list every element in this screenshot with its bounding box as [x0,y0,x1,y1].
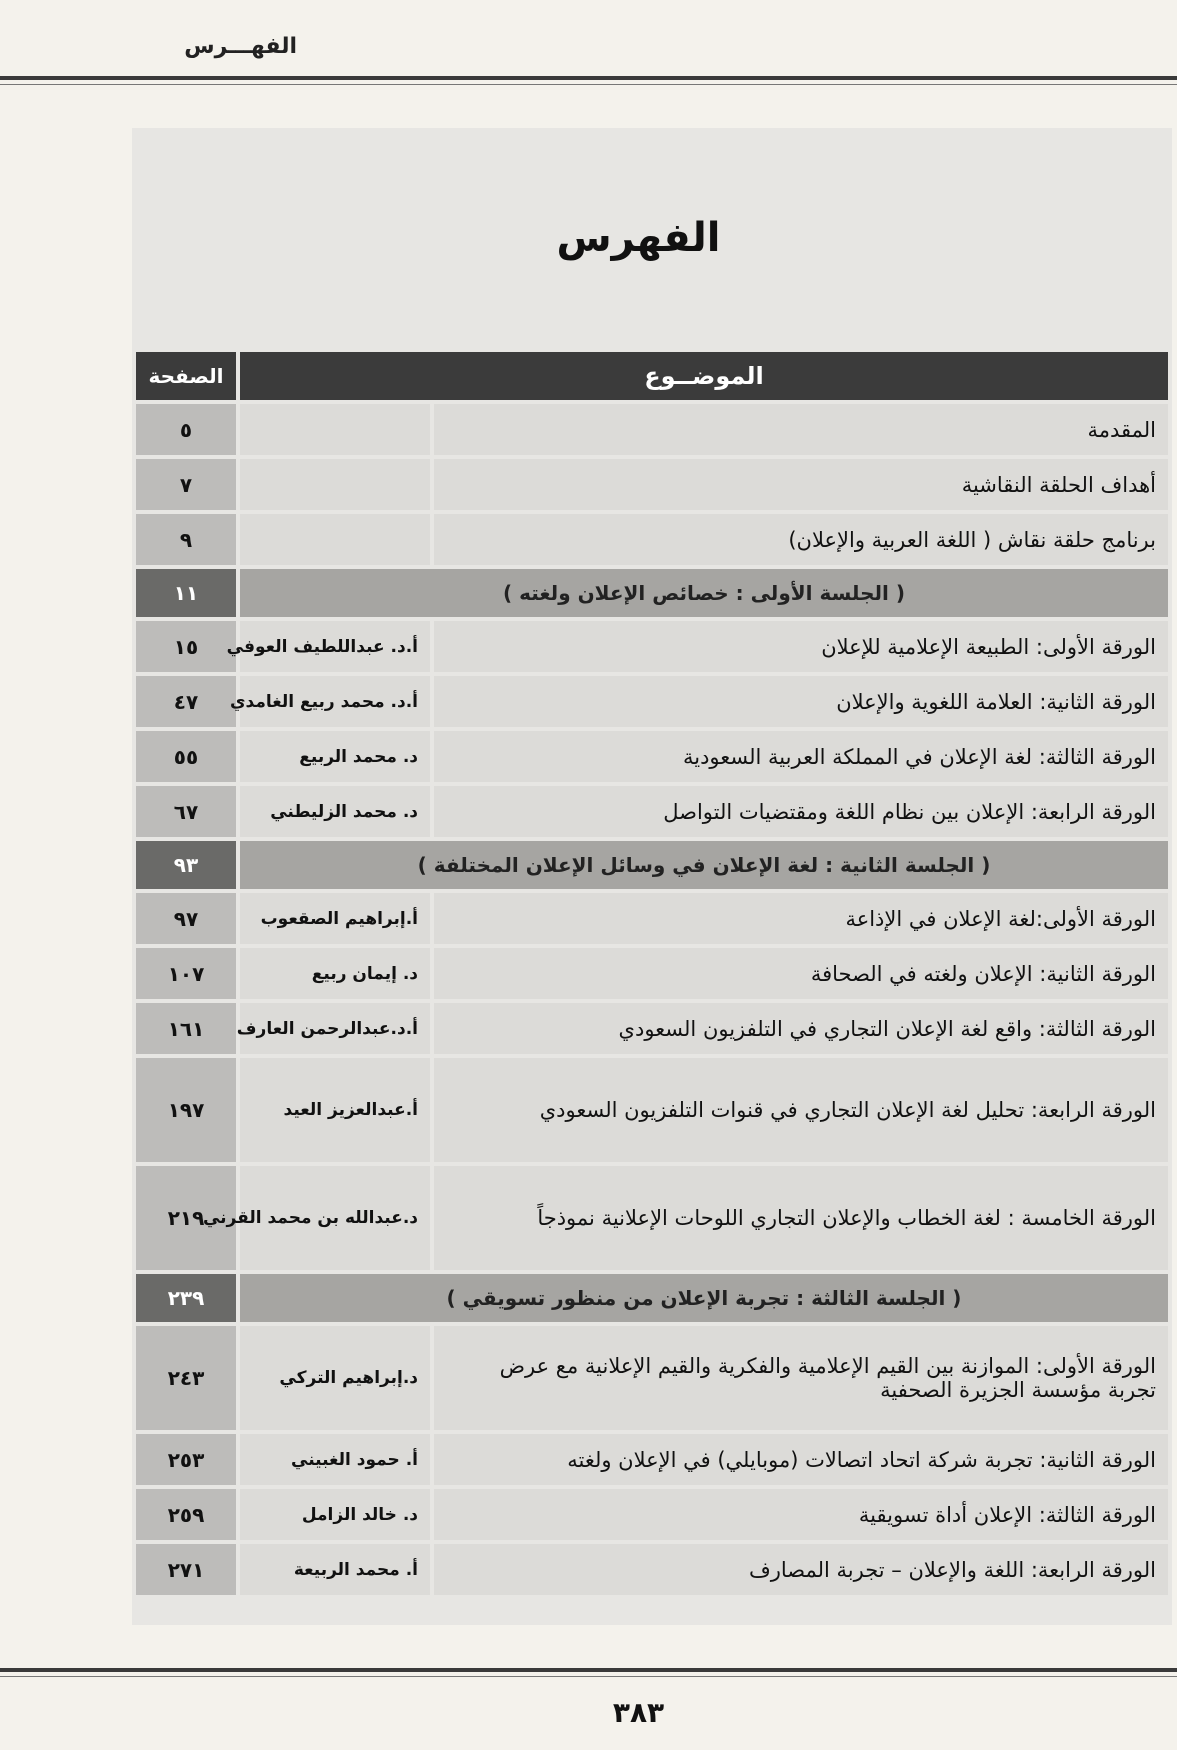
page-cell: ٢٤٣ [136,1326,236,1430]
topic-cell: أهداف الحلقة النقاشية [434,459,1168,510]
page-cell: ٢٥٩ [136,1489,236,1540]
toc-row [136,893,1168,944]
author-cell: د. إيمان ربيع [240,948,430,999]
page-cell: ١٠٧ [136,948,236,999]
page-cell: ٦٧ [136,786,236,837]
toc-row [136,514,1168,565]
author-cell: أ.د. عبداللطيف العوفي [240,621,430,672]
author-cell: أ.د. محمد ربيع الغامدي [240,676,430,727]
bottom-rule [0,1668,1177,1672]
author-cell: أ. حمود الغبيني [240,1434,430,1485]
author-cell: أ. محمد الربيعة [240,1544,430,1595]
page-cell: ٥٥ [136,731,236,782]
page-cell: ١٥ [136,621,236,672]
topic-cell: الورقة الثالثة: لغة الإعلان في المملكة العربية السعودية [434,731,1168,782]
topic-cell: الورقة الأولى:لغة الإعلان في الإذاعة [434,893,1168,944]
author-cell: د. محمد الربيع [240,731,430,782]
author-cell: د. خالد الزامل [240,1489,430,1540]
author-cell: د.عبدالله بن محمد القرني [240,1166,430,1270]
page-number: ٣٨٣ [612,1696,665,1729]
toc-row [136,676,1168,727]
running-header: الفهـــرس [184,34,297,59]
page-cell: ٢٧١ [136,1544,236,1595]
topic-cell: الورقة الثالثة: واقع لغة الإعلان التجاري في التلفزيون السعودي [434,1003,1168,1054]
toc-row [136,1544,1168,1595]
header-page: الصفحة [136,352,236,400]
toc-row [136,1058,1168,1162]
author-cell [240,459,430,510]
toc-row [136,1003,1168,1054]
page-cell: ٢٥٣ [136,1434,236,1485]
session-page: ١١ [136,569,236,617]
page-cell: ١٩٧ [136,1058,236,1162]
author-cell [240,514,430,565]
session-title: ( الجلسة الأولى : خصائص الإعلان ولغته ) [240,569,1168,617]
toc-header-row [136,352,1168,400]
page-cell: ٥ [136,404,236,455]
topic-cell: الورقة الثانية: العلامة اللغوية والإعلان [434,676,1168,727]
topic-cell: الورقة الخامسة : لغة الخطاب والإعلان التجاري اللوحات الإعلانية نموذجاً [434,1166,1168,1270]
toc-row [136,1326,1168,1430]
toc-row [136,731,1168,782]
topic-cell: الورقة الأولى: الموازنة بين القيم الإعلامية والفكرية والقيم الإعلانية مع عرض تجربة مؤسسة الجزيرة الصحفية [434,1326,1168,1430]
topic-cell: الورقة الرابعة: الإعلان بين نظام اللغة ومقتضيات التواصل [434,786,1168,837]
page-cell: ١٦١ [136,1003,236,1054]
top-rule-thin [0,84,1177,85]
topic-cell: الورقة الثانية: تجربة شركة اتحاد اتصالات (موبايلي) في الإعلان ولغته [434,1434,1168,1485]
top-rule [0,76,1177,80]
author-cell: د. محمد الزليطني [240,786,430,837]
page-cell: ٢١٩ [136,1166,236,1270]
author-cell [240,404,430,455]
toc-row [136,1166,1168,1270]
toc-body [136,404,1168,1595]
page-cell: ٤٧ [136,676,236,727]
bottom-rule-thin [0,1676,1177,1677]
session-title: ( الجلسة الثالثة : تجربة الإعلان من منظور تسويقي ) [240,1274,1168,1322]
session-row [136,1274,1168,1322]
page-cell: ٧ [136,459,236,510]
toc-row [136,621,1168,672]
toc-row [136,948,1168,999]
toc-row [136,459,1168,510]
author-cell: أ.إبراهيم الصقعوب [240,893,430,944]
session-row [136,841,1168,889]
topic-cell: الورقة الثانية: الإعلان ولغته في الصحافة [434,948,1168,999]
toc-row [136,1434,1168,1485]
page-cell: ٩ [136,514,236,565]
header-topic: الموضــوع [240,352,1168,400]
topic-cell: الورقة الأولى: الطبيعة الإعلامية للإعلان [434,621,1168,672]
session-title: ( الجلسة الثانية : لغة الإعلان في وسائل الإعلان المختلفة ) [240,841,1168,889]
toc-row [136,1489,1168,1540]
toc-row [136,404,1168,455]
toc-table [132,348,1172,1599]
session-page: ٢٣٩ [136,1274,236,1322]
session-page: ٩٣ [136,841,236,889]
topic-cell: الورقة الثالثة: الإعلان أداة تسويقية [434,1489,1168,1540]
topic-cell: الورقة الرابعة: اللغة والإعلان – تجربة المصارف [434,1544,1168,1595]
page-cell: ٩٧ [136,893,236,944]
toc-row [136,786,1168,837]
session-row [136,569,1168,617]
author-cell: أ.د.عبدالرحمن العارف [240,1003,430,1054]
topic-cell: المقدمة [434,404,1168,455]
author-cell: أ.عبدالعزيز العيد [240,1058,430,1162]
topic-cell: الورقة الرابعة: تحليل لغة الإعلان التجاري في قنوات التلفزيون السعودي [434,1058,1168,1162]
topic-cell: برنامج حلقة نقاش ( اللغة العربية والإعلان) [434,514,1168,565]
page-title: الفهرس [556,215,721,261]
author-cell: د.إبراهيم التركي [240,1326,430,1430]
